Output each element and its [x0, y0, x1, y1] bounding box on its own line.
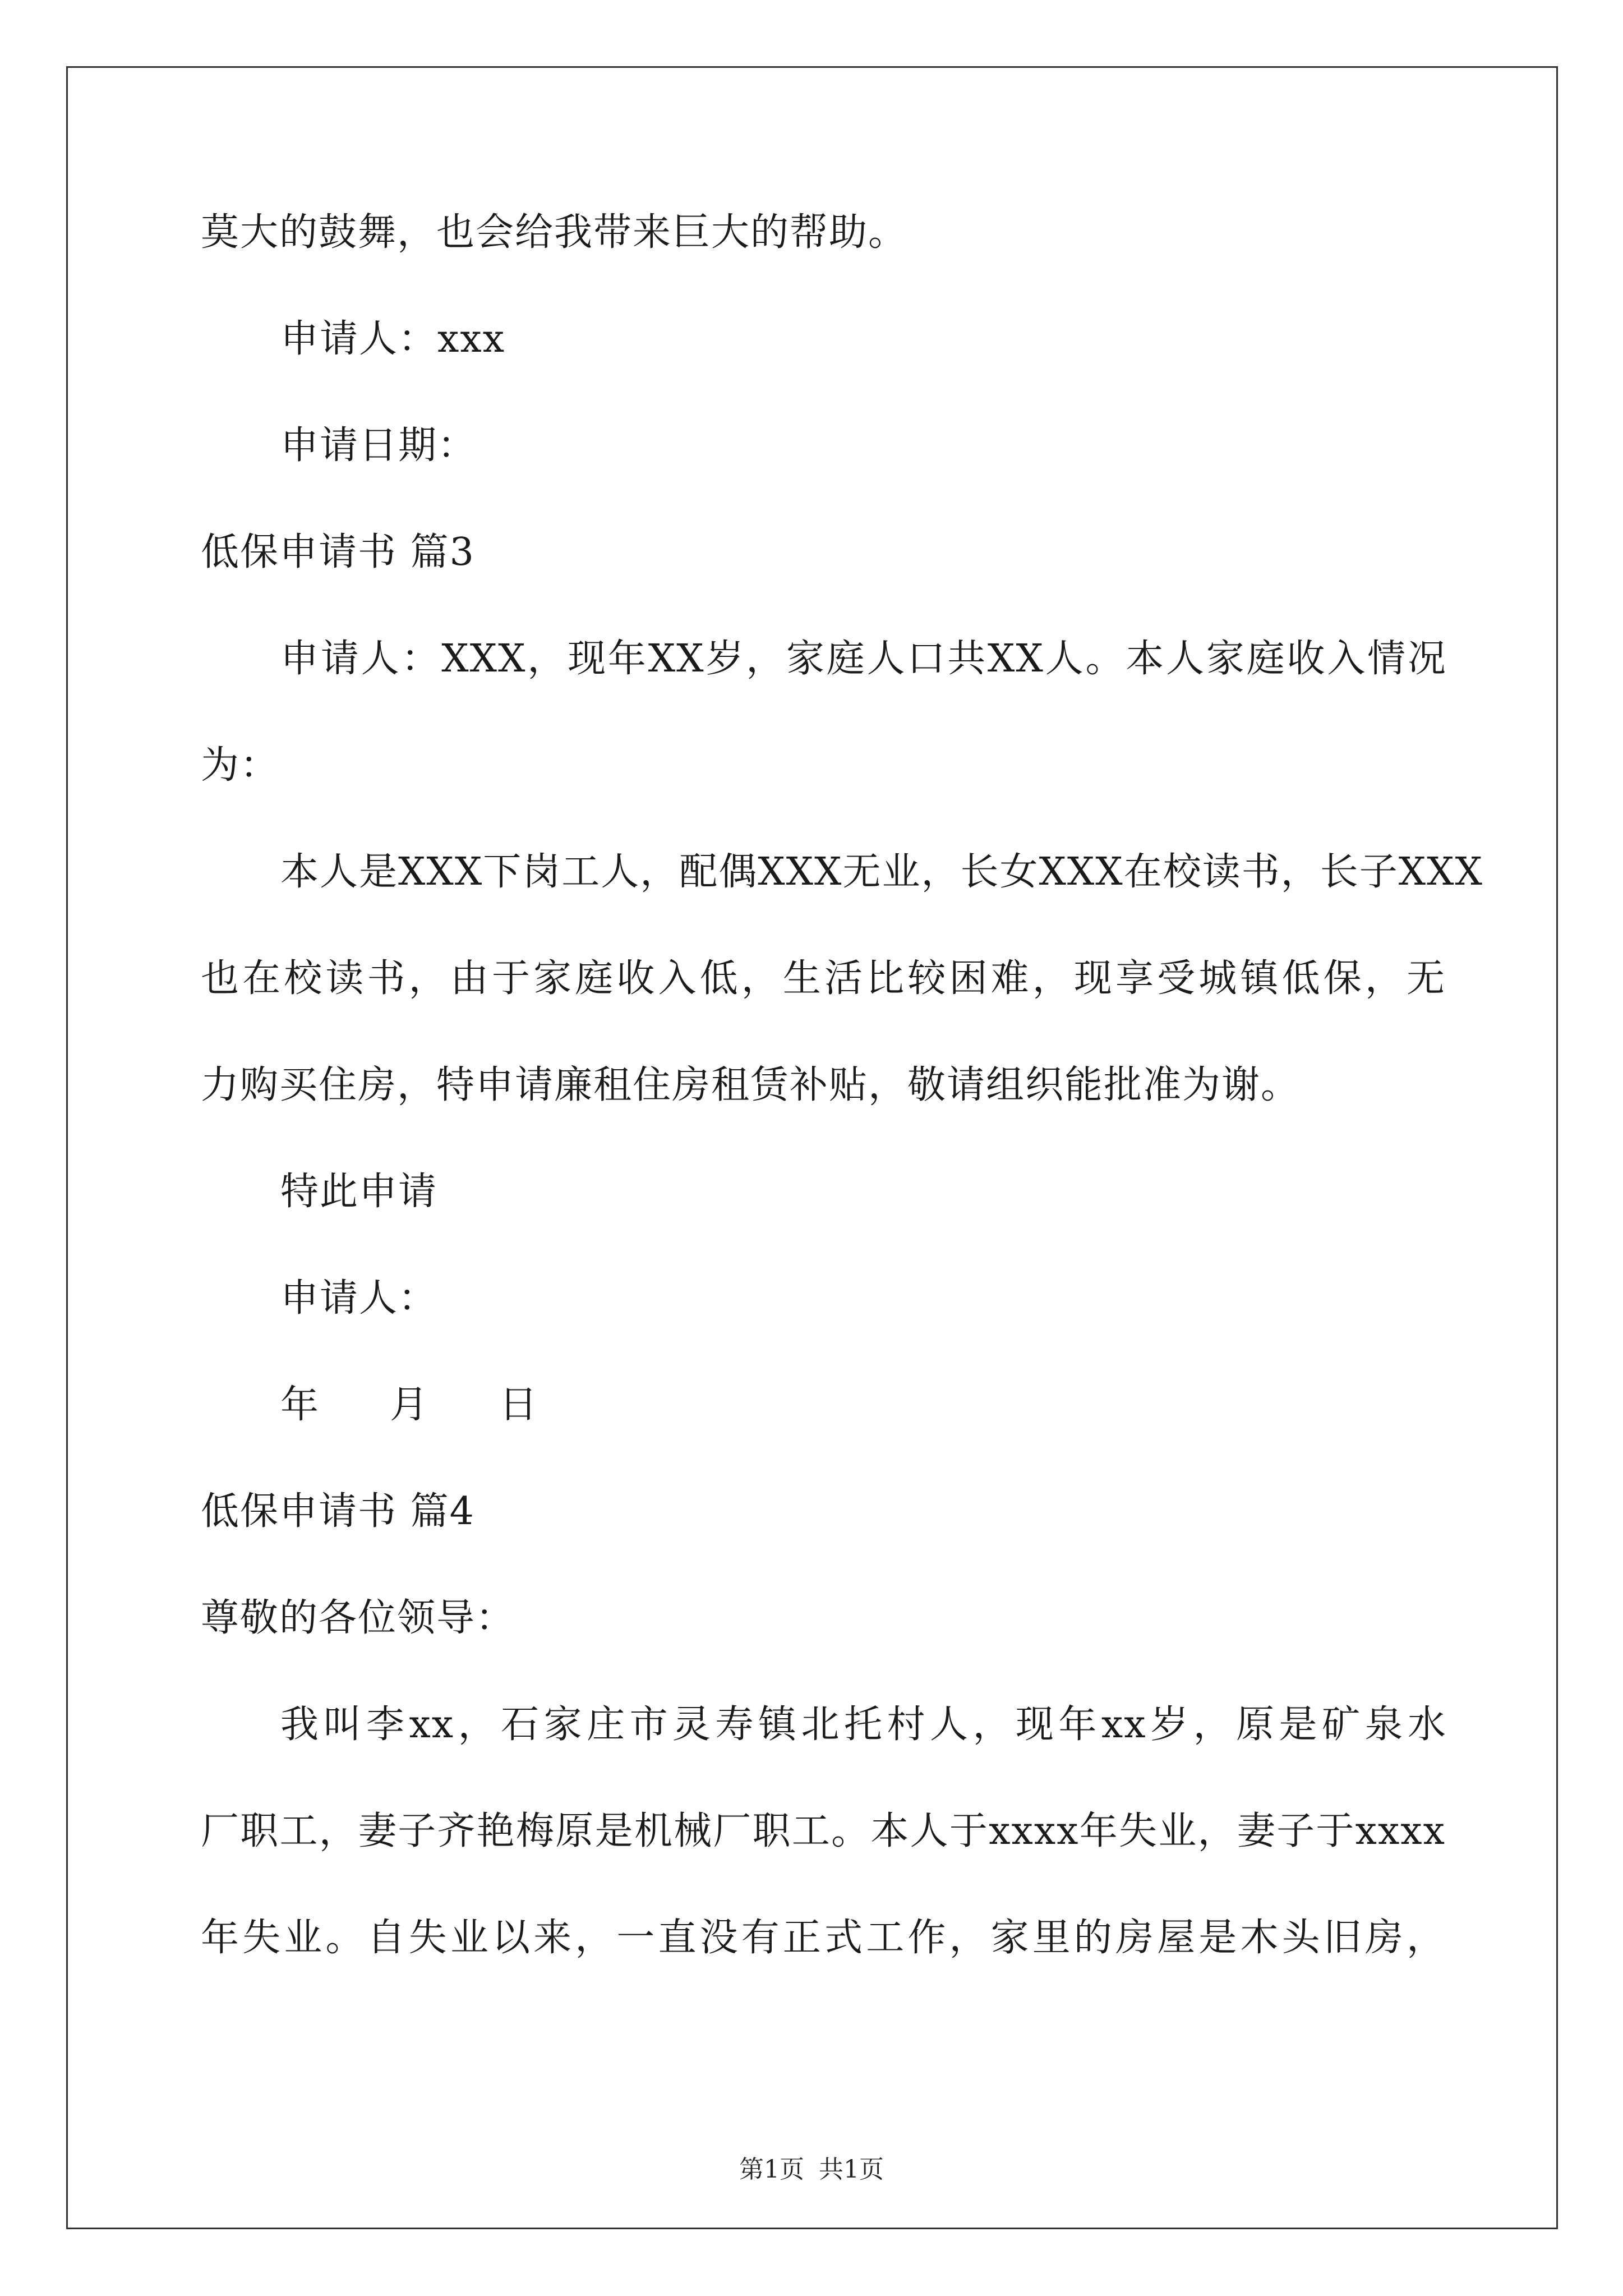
page-number: 第1页 — [739, 2155, 804, 2184]
date-line — [280, 1380, 537, 1430]
paragraph-line: 申请人：XXX，现年XX岁，家庭人口共XX人。本人家庭收入情况 — [280, 637, 1447, 681]
salutation-line: 尊敬的各位领导： — [201, 1596, 515, 1640]
page-total: 共1页 — [819, 2155, 884, 2184]
paragraph-line: 年失业。自失业以来，一直没有正式工作，家里的房屋是木头旧房， — [201, 1916, 1446, 1960]
paragraph-line: 我叫李xx，石家庄市灵寿镇北托村人，现年xx岁，原是矿泉水 — [280, 1703, 1447, 1747]
paragraph-line: 也在校读书，由于家庭收入低，生活比较困难，现享受城镇低保，无 — [201, 956, 1446, 1001]
application-date-line: 申请日期： — [280, 424, 477, 468]
paragraph-line: 力购买住房，特申请廉租住房租赁补贴，敬请组织能批准为谢。 — [201, 1063, 1301, 1107]
section-heading-4: 低保申请书 篇4 — [201, 1489, 475, 1534]
paragraph-line: 本人是XXX下岗工人，配偶XXX无业，长女XXX在校读书，长子XXX — [280, 850, 1483, 894]
section-heading-3: 低保申请书 篇3 — [201, 530, 475, 574]
date-day: 日 — [499, 1383, 538, 1427]
page-footer — [0, 2153, 1623, 2187]
paragraph-line: 莫大的鼓舞，也会给我带来巨大的帮助。 — [201, 210, 908, 255]
date-month: 月 — [390, 1383, 428, 1427]
paragraph-line: 厂职工，妻子齐艳梅原是机械厂职工。本人于xxxx年失业，妻子于xxxx — [201, 1809, 1446, 1853]
applicant-line: 申请人：xxx — [280, 317, 506, 361]
closing-line: 特此申请 — [280, 1170, 438, 1214]
paragraph-line: 为： — [201, 743, 280, 788]
date-year: 年 — [280, 1383, 319, 1427]
applicant-signature-line: 申请人： — [280, 1276, 438, 1320]
page-frame — [66, 66, 1558, 2229]
